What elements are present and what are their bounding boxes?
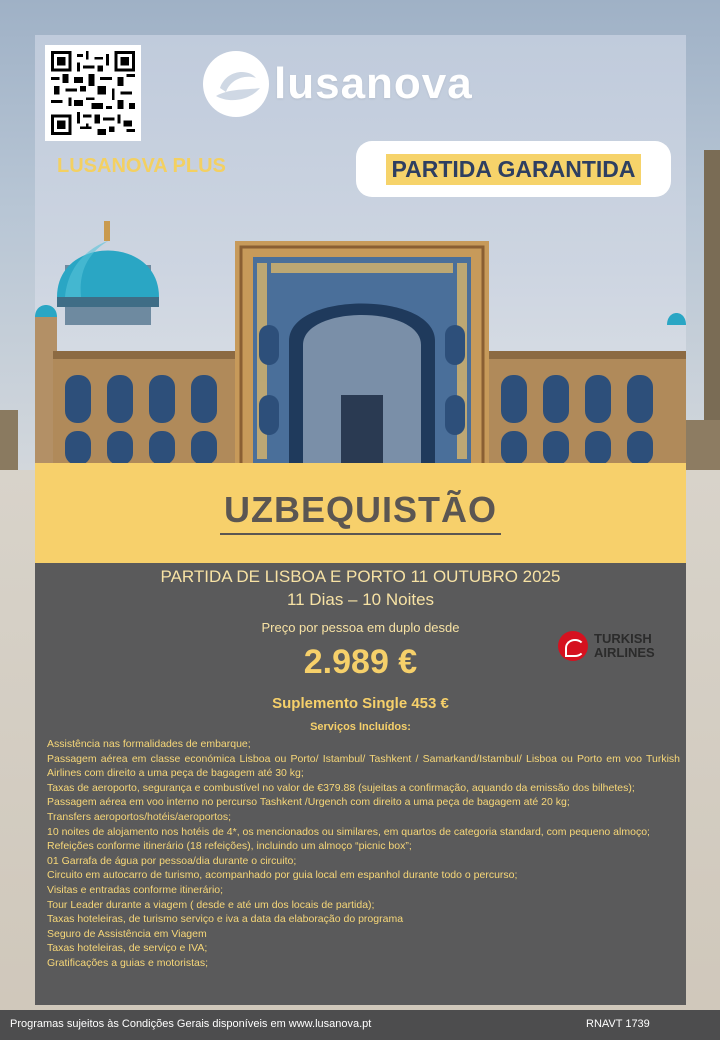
- airline-name-line1: TURKISH: [594, 631, 652, 647]
- list-item: • Gratificações a guias e motoristas;: [35, 956, 680, 971]
- departure-route: PARTIDA DE LISBOA E PORTO 11 OUTUBRO 2025: [160, 567, 561, 586]
- qr-code[interactable]: [45, 45, 141, 141]
- price-label: Preço por pessoa em duplo desde: [261, 620, 460, 635]
- list-item: • 10 noites de alojamento nos hotéis de 4*, os mencionados ou similares, em quartos de categoria standard, com pequeno almoço;: [35, 825, 680, 840]
- destination-title: UZBEQUISTÃO: [220, 491, 501, 535]
- list-item: • Refeições conforme itinerário (18 refeições), incluindo um almoço “picnic box”;: [35, 839, 680, 854]
- list-item: • Seguro de Assistência em Viagem: [35, 927, 680, 942]
- list-item: • Taxas hoteleiras, de serviço e IVA;: [35, 941, 680, 956]
- guaranteed-departure-badge: [356, 141, 671, 197]
- list-item: • Tour Leader durante a viagem ( desde e até um dos locais de partida);: [35, 898, 680, 913]
- list-item: • Passagem aérea em voo interno no percurso Tashkent /Urgench com direito a uma peça de bagagem até 20 kg;: [35, 795, 680, 810]
- brand-logo: [200, 49, 473, 119]
- poster-panel: [35, 35, 686, 1005]
- program-label: LUSANOVA PLUS: [57, 155, 226, 177]
- price-value: 2.989 €: [303, 643, 418, 681]
- list-item: • 01 Garrafa de água por pessoa/dia durante o circuito;: [35, 854, 680, 869]
- list-item: • Taxas de aeroporto, segurança e combustível no valor de €379.88 (sujeitas a confirmação, aquando da emissão dos bilhetes);: [35, 781, 680, 796]
- lusanova-logo-icon: [200, 48, 272, 120]
- list-item: • Passagem aérea em classe económica Lisboa ou Porto/ Istambul/ Tashkent / Samarkand/Istambul/ Lisboa ou Porto em voo Turkish Airlines com direito a uma peça de bagagem até 30 kg;: [35, 752, 680, 781]
- list-item: • Taxas hoteleiras, de turismo serviço e iva a data da elaboração do programa: [35, 912, 680, 927]
- list-item: • Circuito em autocarro de turismo, acompanhado por guia local em espanhol durante todo o percurso;: [35, 868, 680, 883]
- list-item: • Transfers aeroportos/hotéis/aeroportos;: [35, 810, 680, 825]
- services-list: [35, 737, 686, 971]
- terms-link[interactable]: Programas sujeitos às Condições Gerais disponíveis em www.lusanova.pt: [10, 1018, 372, 1030]
- destination-band: [35, 463, 686, 563]
- brand-name: lusanova: [274, 59, 473, 108]
- details-section: [35, 563, 686, 1005]
- single-supplement: Suplemento Single 453 €: [272, 695, 449, 712]
- license-number: RNAVT 1739: [586, 1018, 650, 1030]
- footer-bar: [0, 1010, 720, 1040]
- airline-logo: [558, 631, 655, 661]
- badge-text: PARTIDA GARANTIDA: [386, 154, 640, 185]
- turkish-airlines-icon: [558, 631, 588, 661]
- madrasa-illustration: [35, 205, 686, 465]
- trip-duration: 11 Dias – 10 Noites: [286, 590, 435, 609]
- services-title: Serviços Incluídos:: [310, 721, 411, 733]
- airline-name-line2: AIRLINES: [594, 645, 655, 660]
- list-item: • Assistência nas formalidades de embarque;: [35, 737, 680, 752]
- list-item: • Visitas e entradas conforme itinerário;: [35, 883, 680, 898]
